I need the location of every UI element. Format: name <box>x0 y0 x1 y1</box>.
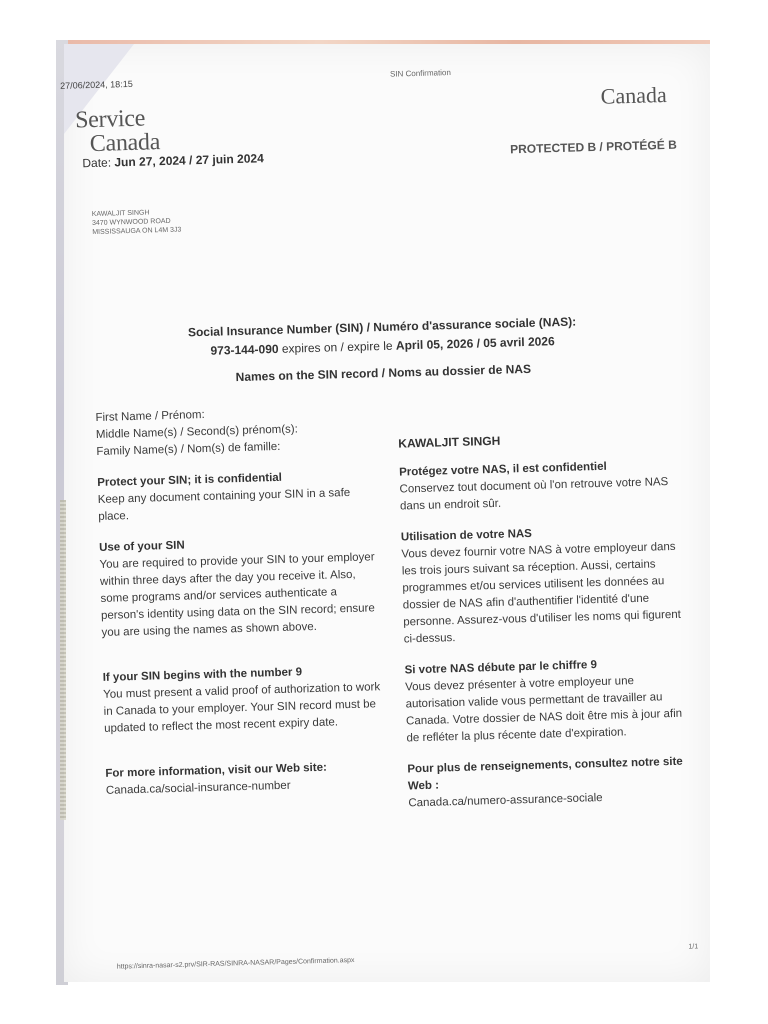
document-title: SIN Confirmation <box>389 67 452 79</box>
document-content <box>51 35 723 991</box>
middle-name-label: Middle Name(s) / Second(s) prénom(s): <box>95 423 299 442</box>
logo-line-service: Service <box>74 105 146 134</box>
use-heading-en: Use of your SIN <box>98 539 185 554</box>
address-city: MISSISSAUGA ON L4M 3J3 <box>92 226 182 237</box>
date-value: Jun 27, 2024 / 27 juin 2024 <box>114 151 264 170</box>
french-column <box>397 394 689 827</box>
info-section-fr <box>407 754 688 813</box>
info-heading-en: For more information, visit our Web site: <box>105 761 328 780</box>
protect-heading-fr: Protégez votre NAS, il est confidentiel <box>398 460 607 479</box>
page-number: 1/1 <box>688 943 699 951</box>
protect-text-en: Keep any document containing your SIN in a safe place. <box>97 486 351 523</box>
first-name-label: First Name / Prénom: <box>95 408 205 425</box>
info-heading-fr: Pour plus de renseignements, consultez notre site Web : <box>407 755 683 793</box>
nine-text-en: You must present a valid proof of authorization to work in Canada to your employer. Your SIN record must be updated to reflect the most recent expiry date. <box>103 681 381 735</box>
use-section-fr <box>401 522 684 649</box>
nine-section-fr <box>404 655 686 748</box>
date-label: Date: <box>82 155 112 171</box>
protect-section-fr <box>399 457 680 516</box>
expires-text: expires on / expire le <box>281 338 393 356</box>
mailing-address <box>92 208 182 237</box>
print-timestamp: 27/06/2024, 18:15 <box>60 78 133 91</box>
use-heading-fr: Utilisation de votre NAS <box>400 527 533 544</box>
protect-heading-en: Protect your SIN; it is confidential <box>97 471 283 489</box>
classification-label: PROTECTED B / PROTÉGÉ B <box>509 137 677 157</box>
protect-section-en <box>97 467 378 526</box>
english-column <box>95 402 386 814</box>
canada-wordmark: Canada <box>600 81 667 109</box>
use-text-en: You are required to provide your SIN to your employer within three days after the day you receive it. Also, some programs and/or services authenticate a person's identity using data on the SIN record; ensure you are using the names as shown above. <box>99 551 375 639</box>
family-name-label: Family Name(s) / Nom(s) de famille: <box>96 440 281 459</box>
address-street: 3470 WYNWOOD ROAD <box>91 217 171 228</box>
names-title: Names on the SIN record / Noms au dossier de NAS <box>235 361 532 385</box>
sin-expiry: April 05, 2026 / 05 avril 2026 <box>395 334 555 353</box>
info-url-en: Canada.ca/social-insurance-number <box>105 779 291 797</box>
service-canada-logo <box>75 106 160 156</box>
sin-holder-name: KAWALJIT SINGH <box>398 433 501 451</box>
protect-text-fr: Conservez tout document où l'on retrouve votre NAS dans un endroit sûr. <box>399 476 669 513</box>
nine-heading-en: If your SIN begins with the number 9 <box>102 666 303 684</box>
name-labels <box>95 402 376 461</box>
nine-text-fr: Vous devez présenter à votre employeur une autorisation valide vous permettant de travailler au Canada. Votre dossier de NAS doit être mis à jour afin de refléter la plus récente date d'expiration. <box>404 675 683 745</box>
nine-section-en <box>103 662 385 738</box>
sin-title: Social Insurance Number (SIN) / Numéro d'assurance sociale (NAS): <box>187 314 577 340</box>
use-text-fr: Vous devez fournir votre NAS à votre employeur dans les trois jours suivant sa réception. Aussi, certains programmes et/ou services utilisent les données au dossier de NAS afin d'authentifier l'identité d'une personne. Assurez-vous d'utiliser les noms qui figurent ci-dessus. <box>401 540 682 646</box>
logo-line-canada: Canada <box>89 129 161 158</box>
info-section-en <box>105 758 386 800</box>
footer-url: https://sinra-nasar-s2.prv/SIR-RAS/SINRA-NASAR/Pages/Confirmation.aspx <box>116 957 355 971</box>
info-url-fr: Canada.ca/numero-assurance-sociale <box>408 792 603 810</box>
nine-heading-fr: Si votre NAS débute par le chiffre 9 <box>404 659 598 677</box>
sin-number: 973-144-090 <box>210 341 279 358</box>
use-section-en <box>99 532 382 642</box>
address-name: KAWALJIT SINGH <box>91 209 150 219</box>
